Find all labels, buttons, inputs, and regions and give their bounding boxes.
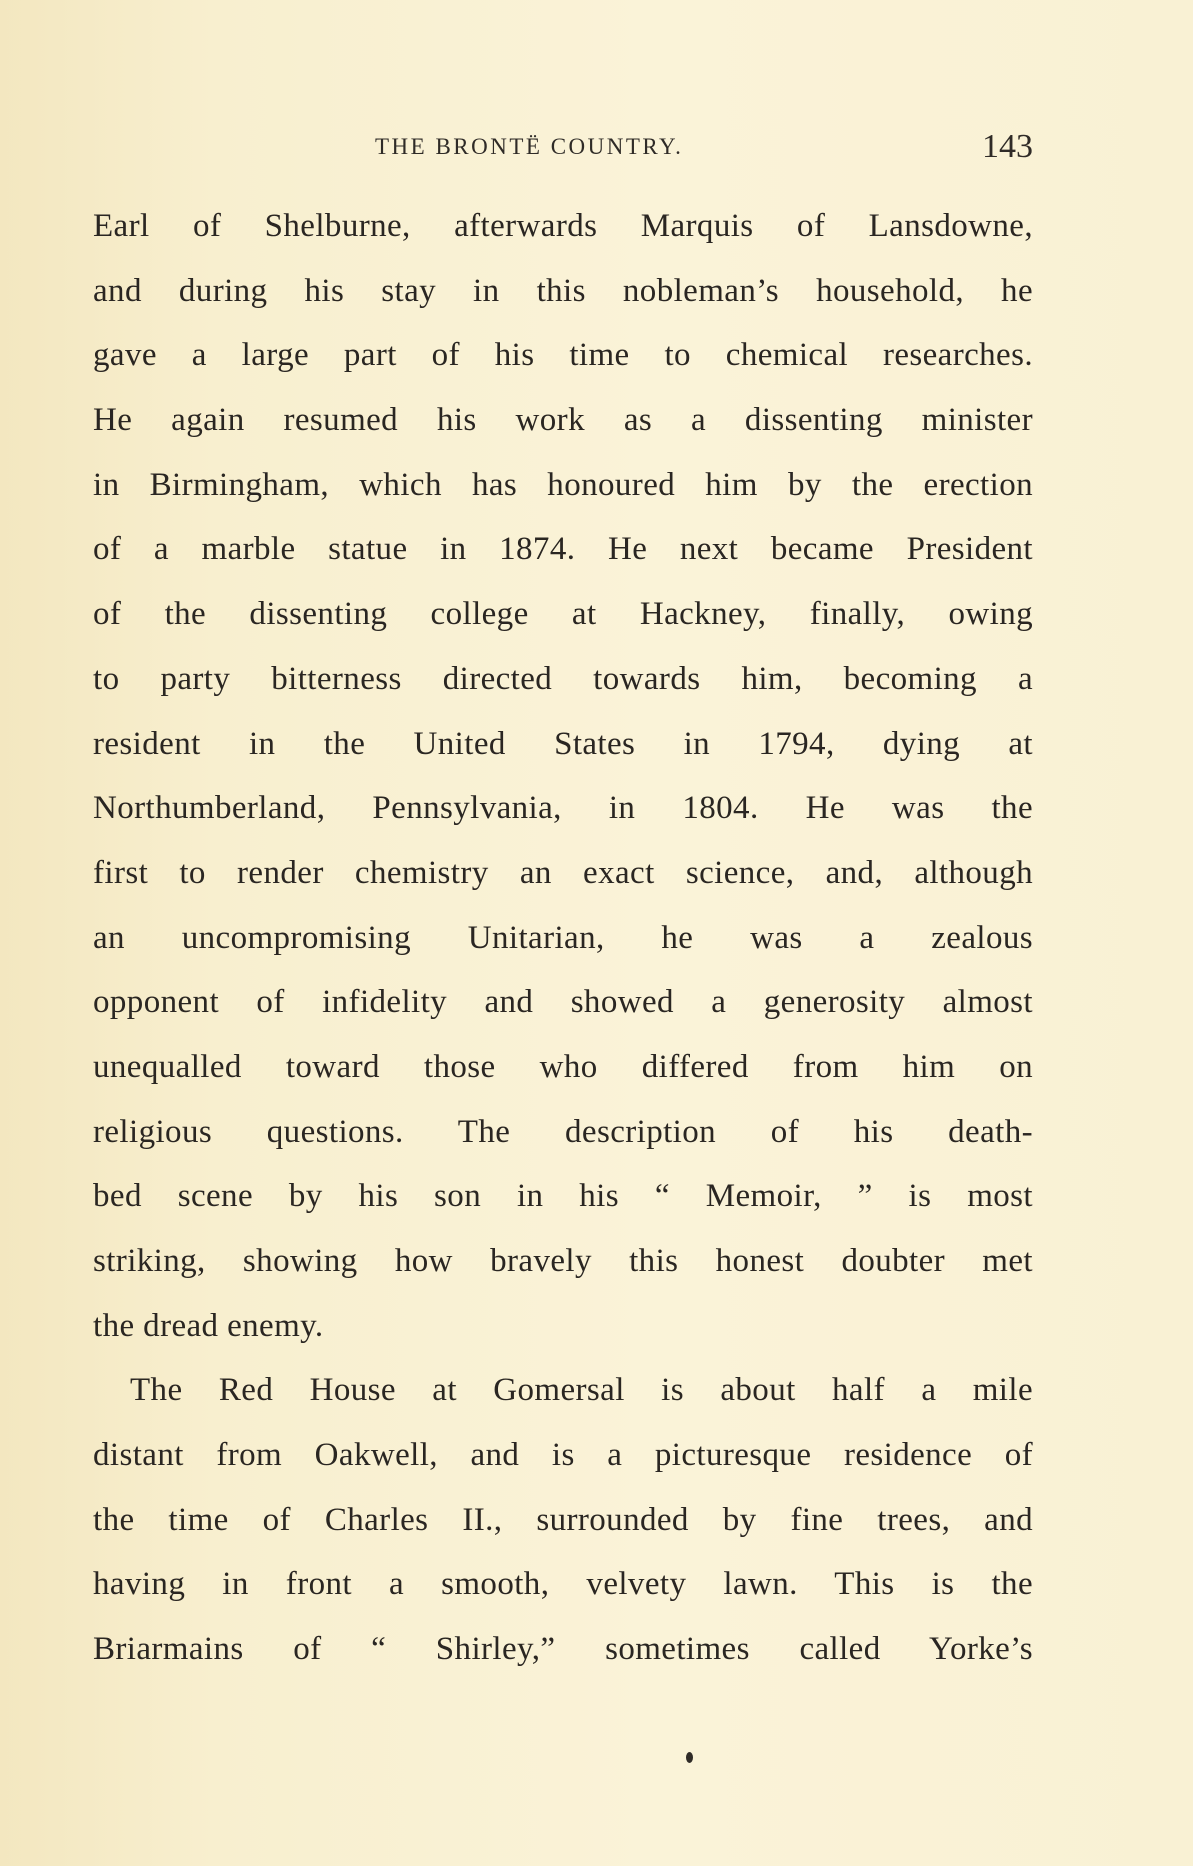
text-line: to party bitterness directed towards him, becoming a (93, 660, 1033, 697)
text-line: having in front a smooth, velvety lawn. This is the (93, 1566, 1033, 1603)
body-text (93, 194, 1033, 1682)
text-line: in Birmingham, which has honoured him by the erection (93, 466, 1033, 503)
paragraph-last-line: the dread enemy. (93, 1307, 324, 1344)
signature-mark (686, 1752, 693, 1763)
text-line: of the dissenting college at Hackney, finally, owing (93, 596, 1033, 633)
text-line: gave a large part of his time to chemical researches. (93, 337, 1033, 374)
text-line: Briarmains of “ Shirley,” sometimes called Yorke’s (93, 1631, 1033, 1668)
text-line: unequalled toward those who differed from him on (93, 1048, 1033, 1085)
page-number: 143 (982, 128, 1033, 165)
running-head (93, 128, 1033, 168)
text-line: bed scene by his son in his “ Memoir, ” is most (93, 1178, 1033, 1215)
text-line: Earl of Shelburne, afterwards Marquis of Lansdowne, (93, 208, 1033, 244)
paragraph-first-line: The Red House at Gomersal is about half a mile (130, 1372, 1033, 1409)
text-line: of a marble statue in 1874. He next became President (93, 531, 1033, 568)
text-line: He again resumed his work as a dissenting minister (93, 402, 1033, 439)
running-title: THE BRONTË COUNTRY. (375, 134, 684, 159)
text-line: Northumberland, Pennsylvania, in 1804. He was the (93, 790, 1033, 827)
text-line: resident in the United States in 1794, dying at (93, 725, 1033, 762)
text-line: opponent of infidelity and showed a generosity almost (93, 984, 1033, 1021)
text-line: striking, showing how bravely this honest doubter met (93, 1243, 1033, 1279)
text-line: an uncompromising Unitarian, he was a zealous (93, 919, 1033, 956)
text-line: religious questions. The description of his death- (93, 1113, 1033, 1150)
text-line: first to render chemistry an exact science, and, although (93, 854, 1033, 891)
text-line: and during his stay in this nobleman’s household, he (93, 272, 1033, 309)
text-line: the time of Charles II., surrounded by fine trees, and (93, 1501, 1033, 1538)
text-line: distant from Oakwell, and is a picturesque residence of (93, 1437, 1033, 1474)
